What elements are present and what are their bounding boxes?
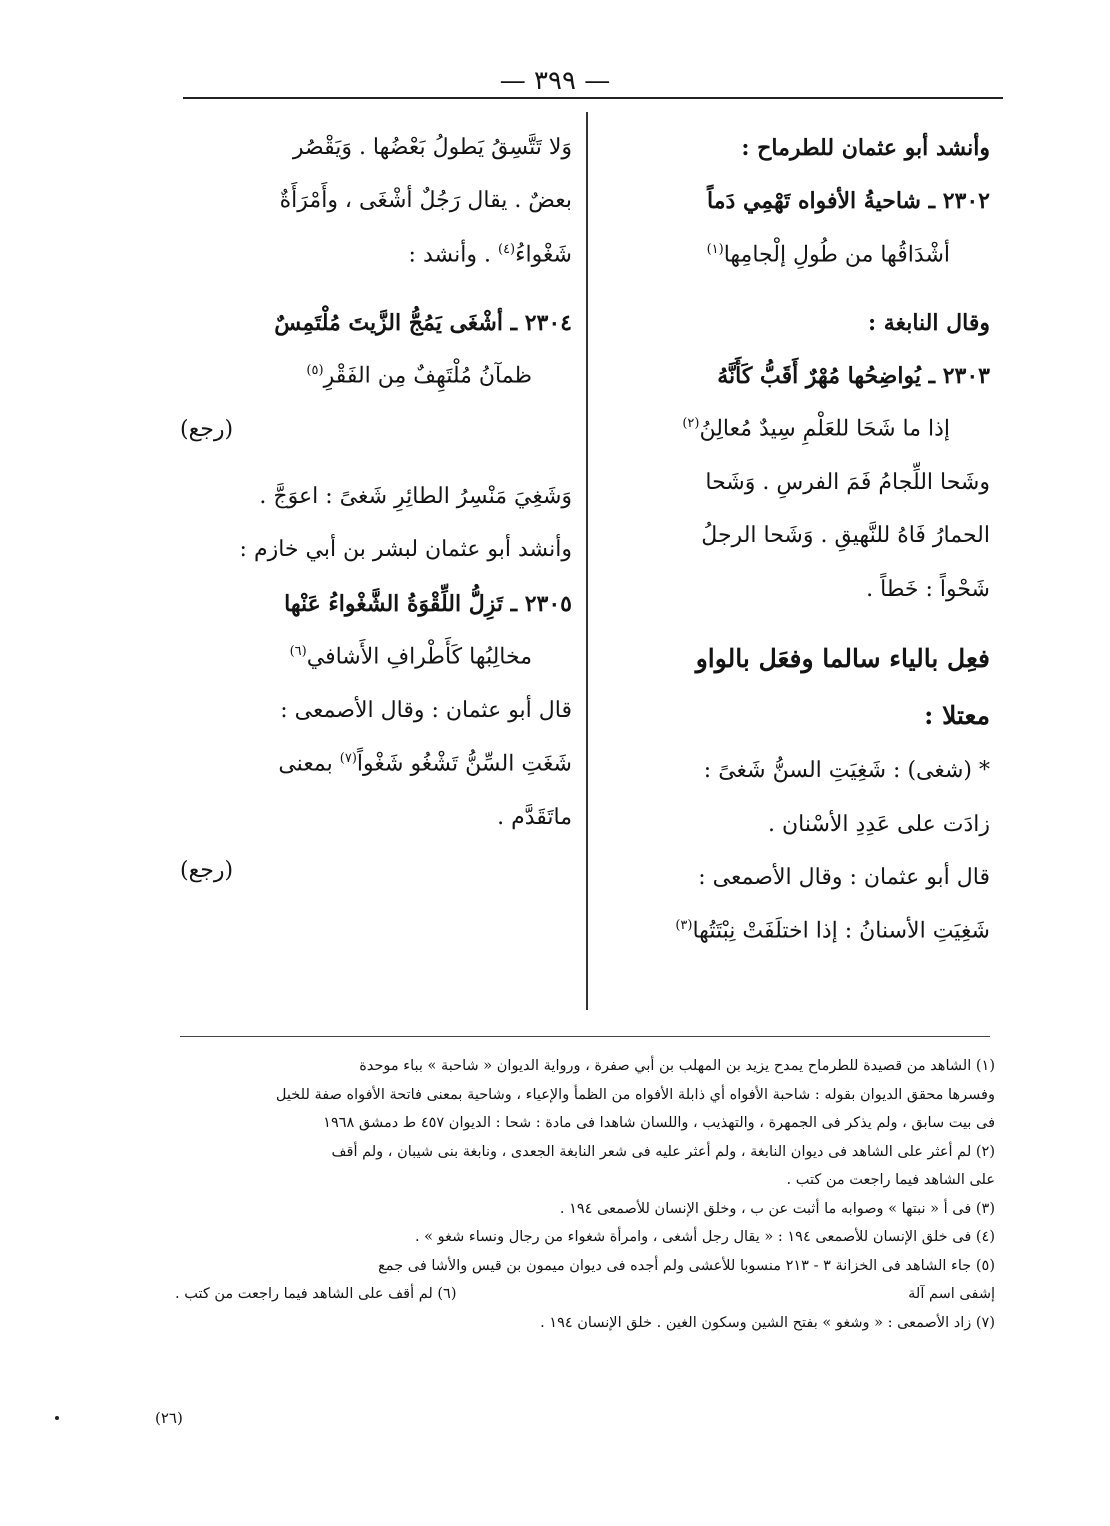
verse-2302-first: ٢٣٠٢ ـ شاحيةُ الأفواه تَهْمِي دَماً: [707, 188, 990, 215]
footnotes: [175, 1052, 995, 1337]
verse-2303-second: [610, 416, 990, 443]
body-line: [610, 918, 990, 945]
verse-text: أشْدَاقُها من طُولِ إلْجامِها: [723, 242, 950, 268]
footnote-ref-2: (٢): [682, 416, 700, 432]
footnote-7: (٧) زاد الأصمعى : « وشغو » بفتح الشين وسكون الغين . خلق الإنسان ١٩٤ .: [540, 1314, 995, 1331]
left-column: [180, 135, 572, 912]
body-text: شَغِيَتِ الأسنانُ : إذا اختلَفَتْ نِبْتَتُها: [692, 918, 990, 944]
margin-dot: [55, 1416, 59, 1420]
body-text: . وأنشد :: [408, 242, 491, 268]
body-line: قال أبو عثمان : وقال الأصمعى :: [280, 697, 572, 723]
footnote-5: (٥) جاء الشاهد فى الخزانة ٣ - ٢١٣ منسوبا للأعشى ولم أجده فى ديوان ميمون بن قيس والأشا فى جمع: [378, 1257, 995, 1274]
footnote-row: [175, 1280, 995, 1309]
verse-2305-second: [180, 644, 572, 671]
page-number: — ٣٩٩ —: [499, 66, 611, 96]
body-text: شَغْواءُ: [515, 242, 572, 268]
section-heading: فعِل بالياء سالما وفعَل بالواو: [695, 644, 990, 674]
footnote-4: (٤) فى خلق الإنسان للأصمعى ١٩٤ : « يقال رجل أشغى ، وامرأة شغواء من رجال ونساء شغو » .: [414, 1229, 995, 1245]
footnote-5-cont: إشفى اسم آلة: [908, 1286, 995, 1302]
footnote-1: (١) الشاهد من قصيدة للطرماح يمدح يزيد بن المهلب بن أبي صفرة ، ورواية الديوان « شاحبة » بباء موحدة: [359, 1058, 995, 1074]
body-text: شَغَتِ السِّنُّ تَشْغُو شَغْواً: [356, 751, 572, 777]
body-line: وَشَغِيَ مَنْسِرُ الطائِرِ شَغىً : اعوَجَّ .: [259, 484, 572, 509]
body-line: [180, 242, 572, 269]
footnote-1-cont: فى بيت سابق ، ولم يذكر فى الجمهرة ، والتهذيب ، واللسان شاهدا فى مادة : شحا : الديوان ٤٥٧ ط دمشق ١٩٦٨: [323, 1115, 995, 1131]
intro-line-bishr: وأنشد أبو عثمان لبشر بن أبي خازم :: [239, 537, 572, 563]
verse-2302-second: [610, 242, 990, 269]
body-line: [180, 751, 572, 778]
verse-text: مخالِبُها كَأَطْرافِ الأَشافي: [306, 644, 532, 670]
right-column: [610, 135, 990, 972]
body-line: وَلا تَتَّسِقُ يَطولُ بَعْضُها . وَيَقْصُر: [292, 135, 572, 160]
body-line: شَحْواً : خَطاً .: [866, 576, 990, 602]
footnote-6: (٦) لم أقف على الشاهد فيما راجعت من كتب .: [175, 1286, 457, 1302]
footnote-ref-3: (٣): [675, 918, 693, 934]
verse-2305-first: ٢٣٠٥ ـ تَزِلُّ اللِّقْوَةُ الشَّغْواءُ عَنْها: [284, 590, 572, 617]
footnote-ref-1: (١): [706, 241, 724, 257]
rajaz-marker: (رجع): [180, 858, 234, 884]
footnote-1-cont: وفسرها محقق الديوان بقوله : شاحبة الأفواه أي ذابلة الأفواه من الظمأ والإعياء ، وشاحية بمعنى فاتحة الأفواه صفة للخيل: [275, 1086, 995, 1103]
column-divider: [586, 112, 588, 1010]
verse-2303-first: ٢٣٠٣ ـ يُواضِحُها مُهْرٌ أَقَبُّ كَأَنَّهُ: [717, 362, 990, 389]
section-heading-cont: معتلا :: [924, 701, 990, 731]
body-line: بعضٌ . يقال رَجُلٌ أشْغَى ، وأَمْرَأَةٌ: [279, 188, 572, 214]
intro-line-nabigha: وقال النابغة :: [868, 309, 990, 336]
verse-2304-second: [180, 363, 572, 390]
body-line: قال أبو عثمان : وقال الأصمعى :: [698, 864, 990, 890]
footnote-ref-5: (٥): [306, 362, 324, 378]
verse-text: إذا ما شَحَا للعَلْمِ سِيدٌ مُعالِنُ: [699, 416, 950, 442]
footnote-ref-4: (٤): [497, 241, 516, 257]
signature-mark: (٢٦): [155, 1409, 183, 1427]
body-text: بمعنى: [278, 751, 333, 777]
rajaz-marker: (رجع): [180, 416, 234, 442]
body-line: ماتَقَدَّم .: [497, 805, 572, 830]
entry-shagha: * (شغى) : شَغِيَتِ السنُّ شَغىً :: [703, 758, 990, 784]
footnote-3: (٣) فى أ « نبتها » وصوابه ما أثبت عن ب ، وخلق الإنسان للأصمعى ١٩٤ .: [559, 1200, 995, 1217]
header-rule: [183, 97, 1003, 99]
intro-line: وأنشد أبو عثمان للطرماح :: [741, 135, 990, 161]
footnote-rule: [180, 1036, 990, 1037]
footnote-ref-7: (٧): [339, 751, 357, 767]
body-line: زادَت على عَدِدِ الأسْنان .: [767, 811, 990, 837]
verse-text: ظمآنُ مُلْتَهِفٌ مِن الفَقْرِ: [323, 363, 532, 389]
body-line: الحمارُ فَاهُ للنَّهيقِ . وَشَحا الرجلُ: [701, 523, 990, 549]
footnote-2-cont: على الشاهد فيما راجعت من كتب .: [786, 1172, 995, 1188]
body-line: وشَحا اللِّجامُ فَمَ الفرسِ . وَشَحا: [705, 470, 990, 495]
footnote-2: (٢) لم أعثر على الشاهد فى ديوان النابغة ، ولم أعثر عليه فى شعر النابغة الجعدى ، ونابغة بنى شيبان ، ولم أقف: [331, 1143, 995, 1160]
footnote-ref-6: (٦): [289, 644, 307, 660]
verse-2304-first: ٢٣٠٤ ـ أشْغَى يَمُجُّ الزَّيتَ مُلْتَمِسٌ: [274, 309, 572, 336]
